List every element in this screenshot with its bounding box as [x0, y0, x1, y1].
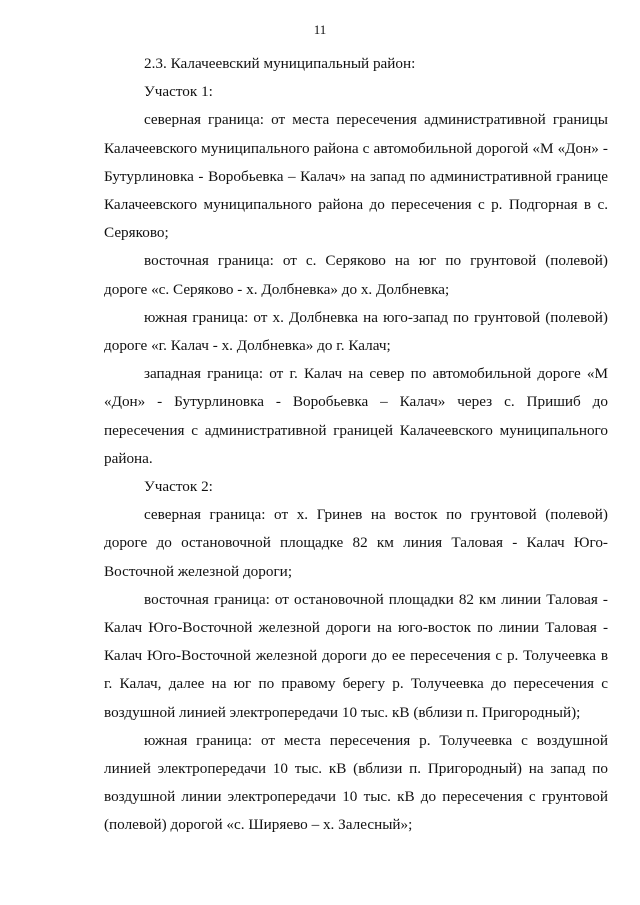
section-label-1: Участок 1: [144, 83, 213, 101]
paragraph-2-south: южная граница: от места пересечения р. Толучеевка с воздушной линией электропередачи 10 тыс. кВ (вблизи п. Пригородный) на запад по воздушной линии электропередачи 10 тыс. кВ до пересечения с грунтовой (полевой) дорогой «с. Ширяево – х. Залесный»; [104, 731, 608, 834]
document-body [104, 50, 608, 840]
paragraph-1-east: восточная граница: от с. Серяково на юг по грунтовой (полевой) дороге «с. Серяково - х. Долбневка» до х. Долбневка; [104, 252, 608, 298]
paragraph-1-north: северная граница: от места пересечения административной границы Калачеевского муниципального района с автомобильной дорогой «М «Дон» - Бутурлиновка - Воробьевка – Калач» на запад по административной границе Калачеевского муниципального района до пересечения с р. Подгорная в с. Серяково; [104, 111, 608, 242]
paragraph-1-south: южная граница: от х. Долбневка на юго-запад по грунтовой (полевой) дороге «г. Калач - х. Долбневка» до г. Калач; [104, 308, 608, 355]
paragraph-2-east: восточная граница: от остановочной площадки 82 км линии Таловая - Калач Юго-Восточной железной дороги на юго-восток по линии Таловая - Калач Юго-Восточной железной дороги до ее пересечения с р. Толучеевка в г. Калач, далее на юг по правому берегу р. Толучеевка до пересечения с воздушной линией электропередачи 10 тыс. кВ (вблизи п. Пригородный); [104, 590, 608, 721]
paragraph-1-west: западная граница: от г. Калач на север по автомобильной дороге «М «Дон» - Бутурлиновка - Воробьевка – Калач» через с. Пришиб до пересечения с административной границей Калачеевского муниципального района. [104, 365, 608, 467]
page-number: 11 [313, 22, 327, 37]
section-label-2: Участок 2: [144, 478, 213, 496]
section-heading: 2.3. Калачеевский муниципальный район: [144, 55, 416, 72]
paragraph-2-north: северная граница: от х. Гринев на восток по грунтовой (полевой) дороге до остановочной площадке 82 км линия Таловая - Калач Юго-Восточной железной дороги; [104, 506, 608, 580]
